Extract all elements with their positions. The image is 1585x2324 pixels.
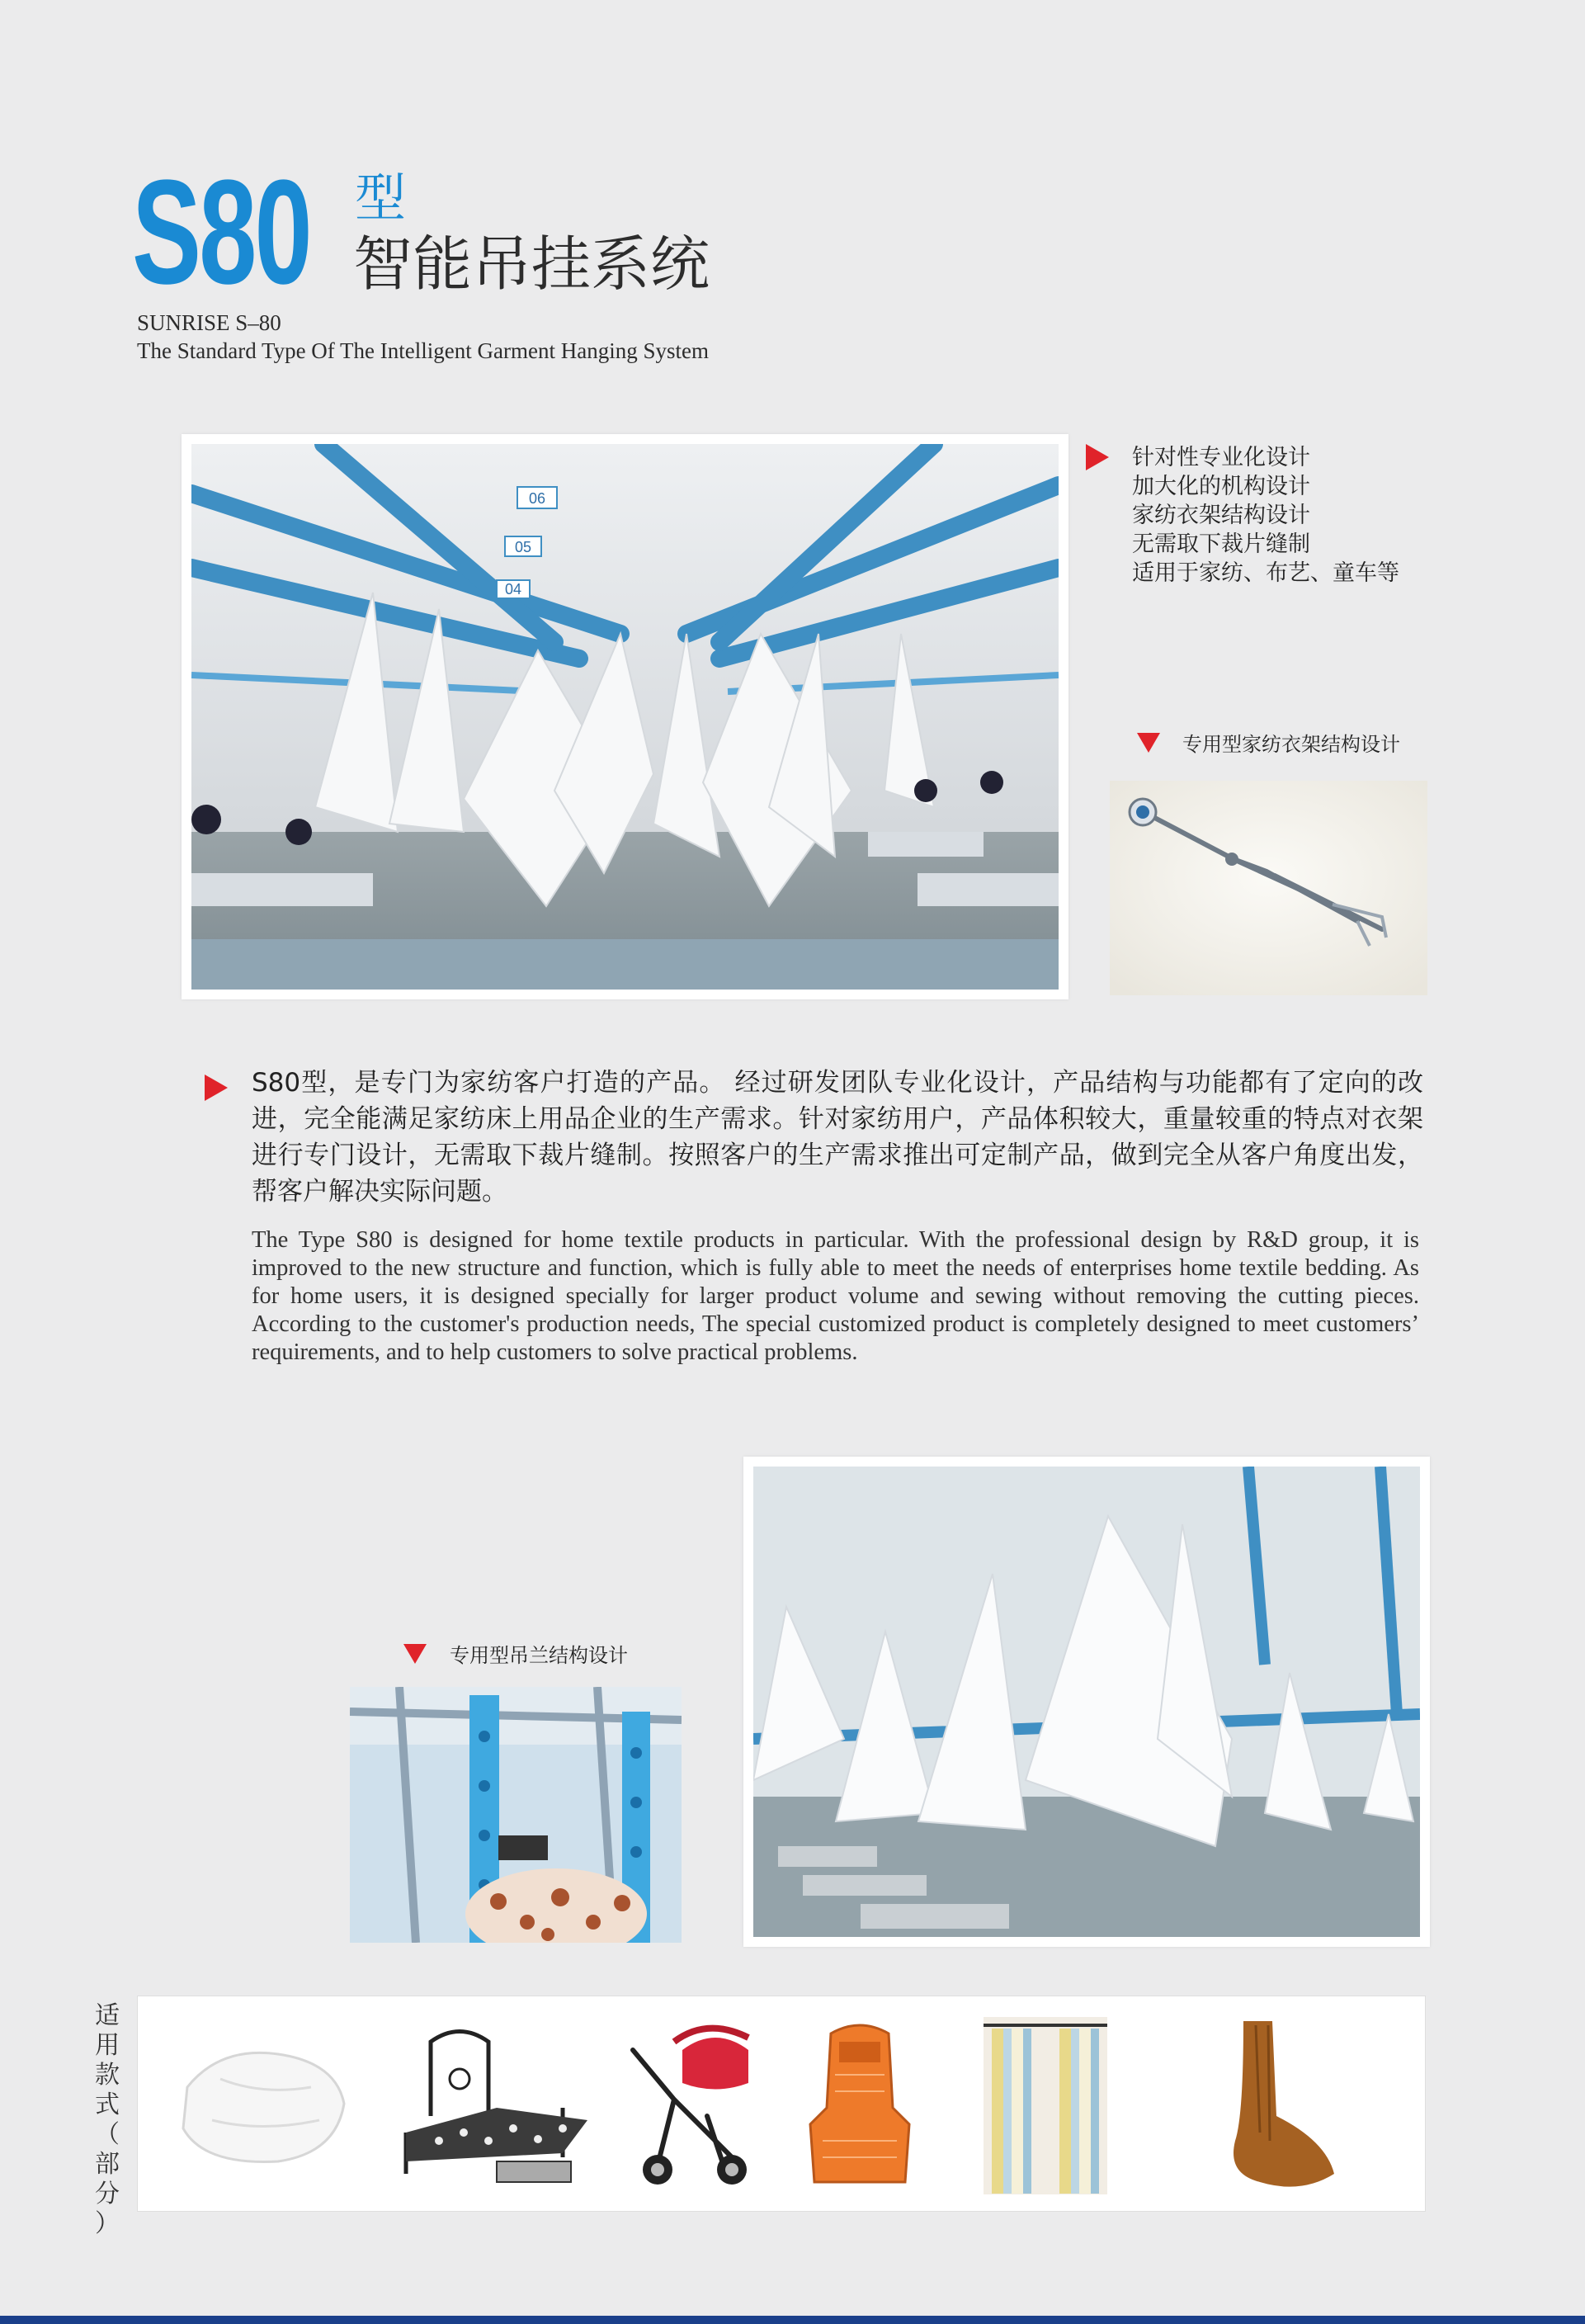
feature-item: 加大化的机构设计	[1132, 474, 1310, 499]
type-char: 型	[355, 168, 407, 228]
description-arrow	[205, 1075, 228, 1101]
feature-item: 无需取下裁片缝制	[1132, 531, 1310, 557]
label-char: ）	[95, 2209, 120, 2238]
system-title: 智能吊挂系统	[353, 229, 710, 299]
feature-list	[1132, 443, 1399, 588]
feature-item: 针对性专业化设计	[1132, 445, 1310, 470]
label-char: （	[95, 2120, 120, 2149]
rail-label-04: 04	[504, 581, 522, 598]
factory-photo-frame	[182, 434, 1068, 999]
factory-photo-2	[753, 1467, 1420, 1937]
stroller-image	[625, 2017, 773, 2202]
cloth-image	[1210, 2017, 1359, 2198]
applicable-products-strip	[137, 1996, 1426, 2212]
flange-image	[350, 1687, 682, 1943]
hanger-caption: 专用型家纺衣架结构设计	[1182, 733, 1400, 756]
description-en: The Type S80 is designed for home textile products in particular. With the professional design by R&D group, it is improved to the new structure and function, which is fully able to meet the needs of enterprises home textile bedding. As for home users, it is designed specially for larger product volume and sewing without removing the cutting pieces. According to the customer's production needs, The special customized product is completely designed to meet customers’ requirements, and to help customers to solve practical problems.	[252, 1227, 1419, 1365]
hanger-image	[1110, 781, 1427, 995]
curtain-image	[984, 2017, 1107, 2198]
rail-label-06: 06	[528, 490, 546, 507]
subtitle-line-1: SUNRISE S–80	[137, 310, 281, 335]
model-name: S80	[132, 149, 310, 315]
label-char: 式	[95, 2090, 120, 2119]
applicable-products-label	[91, 2001, 124, 2239]
hanger-caption-arrow	[1137, 733, 1160, 753]
factory-photo-2-frame	[743, 1457, 1430, 1947]
car-seat-image	[798, 2017, 922, 2202]
feature-item: 适用于家纺、布艺、童车等	[1132, 560, 1399, 586]
label-char: 用	[95, 2031, 120, 2060]
label-char: 适	[95, 2001, 120, 2030]
label-char: 分	[95, 2180, 120, 2208]
footer-bar	[0, 2316, 1585, 2324]
bed-image	[398, 2017, 596, 2194]
rail-label-05: 05	[514, 539, 532, 555]
feature-item: 家纺衣架结构设计	[1132, 503, 1310, 528]
features-arrow	[1086, 444, 1109, 470]
flange-caption-arrow	[403, 1644, 427, 1664]
factory-photo	[191, 444, 1059, 990]
description-cn: S80型，是专门为家纺客户打造的产品。 经过研发团队专业化设计，产品结构与功能都有了定向的改进，完全能满足家纺床上用品企业的生产需求。针对家纺用户，产品体积较大，重量较重的特点对衣架进行专门设计，无需取下裁片缝制。按照客户的生产需求推出可定制产品，做到完全从客户角度出发，帮客户解决实际问题。	[252, 1068, 1423, 1207]
label-char: 款	[95, 2061, 120, 2090]
duvet-image	[171, 2029, 361, 2181]
flange-caption: 专用型吊兰结构设计	[450, 1644, 628, 1667]
label-char: 部	[95, 2150, 120, 2179]
subtitle-line-2: The Standard Type Of The Intelligent Garment Hanging System	[137, 338, 709, 363]
